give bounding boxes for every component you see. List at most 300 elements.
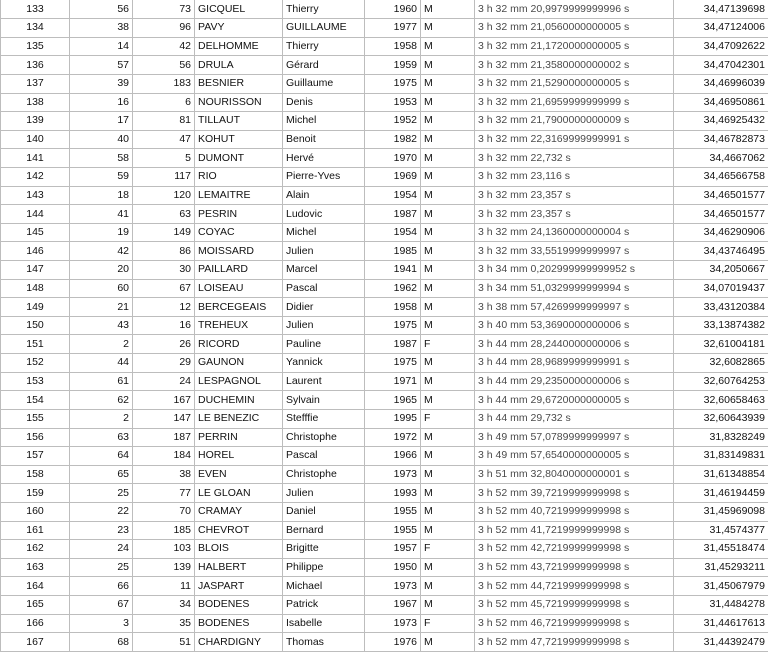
bib-cell[interactable]: 73 <box>133 0 195 19</box>
last-name-cell[interactable]: NOURISSON <box>195 93 283 112</box>
birth-year-cell[interactable]: 1970 <box>365 149 421 168</box>
category-rank-cell[interactable]: 58 <box>70 149 133 168</box>
bib-cell[interactable]: 5 <box>133 149 195 168</box>
category-rank-cell[interactable]: 20 <box>70 261 133 280</box>
birth-year-cell[interactable]: 1975 <box>365 316 421 335</box>
bib-cell[interactable]: 147 <box>133 409 195 428</box>
category-rank-cell[interactable]: 39 <box>70 74 133 93</box>
first-name-cell[interactable]: Michael <box>283 577 365 596</box>
first-name-cell[interactable]: Marcel <box>283 261 365 280</box>
place-cell[interactable]: 152 <box>1 354 70 373</box>
sex-cell[interactable]: M <box>421 577 475 596</box>
speed-cell[interactable]: 31,4484278 <box>674 596 768 615</box>
place-cell[interactable]: 156 <box>1 428 70 447</box>
time-cell[interactable]: 3 h 32 mm 24,1360000000004 s <box>475 223 674 242</box>
speed-cell[interactable]: 34,46925432 <box>674 112 768 131</box>
time-cell[interactable]: 3 h 32 mm 22,732 s <box>475 149 674 168</box>
first-name-cell[interactable]: Julien <box>283 316 365 335</box>
sex-cell[interactable]: M <box>421 391 475 410</box>
first-name-cell[interactable]: Julien <box>283 242 365 261</box>
sex-cell[interactable]: M <box>421 558 475 577</box>
first-name-cell[interactable]: Hervé <box>283 149 365 168</box>
birth-year-cell[interactable]: 1971 <box>365 372 421 391</box>
bib-cell[interactable]: 63 <box>133 205 195 224</box>
sex-cell[interactable]: M <box>421 223 475 242</box>
bib-cell[interactable]: 30 <box>133 261 195 280</box>
birth-year-cell[interactable]: 1973 <box>365 577 421 596</box>
category-rank-cell[interactable]: 68 <box>70 633 133 652</box>
time-cell[interactable]: 3 h 52 mm 43,7219999999998 s <box>475 558 674 577</box>
time-cell[interactable]: 3 h 52 mm 45,7219999999998 s <box>475 596 674 615</box>
time-cell[interactable]: 3 h 34 mm 0,202999999999952 s <box>475 261 674 280</box>
speed-cell[interactable]: 32,60643939 <box>674 409 768 428</box>
table-row[interactable] <box>1 465 768 484</box>
first-name-cell[interactable]: Michel <box>283 112 365 131</box>
time-cell[interactable]: 3 h 44 mm 29,732 s <box>475 409 674 428</box>
category-rank-cell[interactable]: 67 <box>70 596 133 615</box>
sex-cell[interactable]: M <box>421 502 475 521</box>
birth-year-cell[interactable]: 1969 <box>365 167 421 186</box>
first-name-cell[interactable]: Gérard <box>283 56 365 75</box>
place-cell[interactable]: 157 <box>1 447 70 466</box>
speed-cell[interactable]: 31,61348854 <box>674 465 768 484</box>
bib-cell[interactable]: 149 <box>133 223 195 242</box>
bib-cell[interactable]: 81 <box>133 112 195 131</box>
birth-year-cell[interactable]: 1982 <box>365 130 421 149</box>
birth-year-cell[interactable]: 1993 <box>365 484 421 503</box>
time-cell[interactable]: 3 h 44 mm 29,2350000000006 s <box>475 372 674 391</box>
sex-cell[interactable]: M <box>421 186 475 205</box>
last-name-cell[interactable]: LEMAITRE <box>195 186 283 205</box>
speed-cell[interactable]: 31,45067979 <box>674 577 768 596</box>
birth-year-cell[interactable]: 1972 <box>365 428 421 447</box>
table-row[interactable] <box>1 633 768 652</box>
table-row[interactable] <box>1 186 768 205</box>
sex-cell[interactable]: M <box>421 149 475 168</box>
last-name-cell[interactable]: TREHEUX <box>195 316 283 335</box>
bib-cell[interactable]: 70 <box>133 502 195 521</box>
bib-cell[interactable]: 139 <box>133 558 195 577</box>
category-rank-cell[interactable]: 17 <box>70 112 133 131</box>
birth-year-cell[interactable]: 1987 <box>365 335 421 354</box>
first-name-cell[interactable]: Daniel <box>283 502 365 521</box>
category-rank-cell[interactable]: 44 <box>70 354 133 373</box>
time-cell[interactable]: 3 h 32 mm 21,6959999999999 s <box>475 93 674 112</box>
sex-cell[interactable]: M <box>421 447 475 466</box>
first-name-cell[interactable]: Sylvain <box>283 391 365 410</box>
bib-cell[interactable]: 56 <box>133 56 195 75</box>
time-cell[interactable]: 3 h 52 mm 47,7219999999998 s <box>475 633 674 652</box>
birth-year-cell[interactable]: 1977 <box>365 19 421 38</box>
table-row[interactable] <box>1 409 768 428</box>
bib-cell[interactable]: 103 <box>133 540 195 559</box>
first-name-cell[interactable]: Brigitte <box>283 540 365 559</box>
place-cell[interactable]: 133 <box>1 0 70 19</box>
birth-year-cell[interactable]: 1962 <box>365 279 421 298</box>
birth-year-cell[interactable]: 1954 <box>365 186 421 205</box>
sex-cell[interactable]: M <box>421 93 475 112</box>
table-row[interactable] <box>1 149 768 168</box>
place-cell[interactable]: 150 <box>1 316 70 335</box>
birth-year-cell[interactable]: 1965 <box>365 391 421 410</box>
time-cell[interactable]: 3 h 52 mm 40,7219999999998 s <box>475 502 674 521</box>
speed-cell[interactable]: 34,47139698 <box>674 0 768 19</box>
sex-cell[interactable]: M <box>421 261 475 280</box>
speed-cell[interactable]: 34,46501577 <box>674 186 768 205</box>
first-name-cell[interactable]: Christophe <box>283 428 365 447</box>
speed-cell[interactable]: 31,45518474 <box>674 540 768 559</box>
place-cell[interactable]: 149 <box>1 298 70 317</box>
place-cell[interactable]: 159 <box>1 484 70 503</box>
sex-cell[interactable]: M <box>421 205 475 224</box>
category-rank-cell[interactable]: 19 <box>70 223 133 242</box>
last-name-cell[interactable]: BLOIS <box>195 540 283 559</box>
last-name-cell[interactable]: RIO <box>195 167 283 186</box>
sex-cell[interactable]: F <box>421 409 475 428</box>
birth-year-cell[interactable]: 1967 <box>365 596 421 615</box>
speed-cell[interactable]: 31,45969098 <box>674 502 768 521</box>
place-cell[interactable]: 153 <box>1 372 70 391</box>
category-rank-cell[interactable]: 40 <box>70 130 133 149</box>
first-name-cell[interactable]: Christophe <box>283 465 365 484</box>
time-cell[interactable]: 3 h 49 mm 57,0789999999997 s <box>475 428 674 447</box>
birth-year-cell[interactable]: 1953 <box>365 93 421 112</box>
speed-cell[interactable]: 34,46501577 <box>674 205 768 224</box>
place-cell[interactable]: 164 <box>1 577 70 596</box>
place-cell[interactable]: 162 <box>1 540 70 559</box>
sex-cell[interactable]: M <box>421 596 475 615</box>
last-name-cell[interactable]: BERCEGEAIS <box>195 298 283 317</box>
table-row[interactable] <box>1 372 768 391</box>
first-name-cell[interactable]: Patrick <box>283 596 365 615</box>
speed-cell[interactable]: 34,46950861 <box>674 93 768 112</box>
sex-cell[interactable]: M <box>421 316 475 335</box>
speed-cell[interactable]: 34,46290906 <box>674 223 768 242</box>
first-name-cell[interactable]: Guillaume <box>283 74 365 93</box>
birth-year-cell[interactable]: 1987 <box>365 205 421 224</box>
last-name-cell[interactable]: EVEN <box>195 465 283 484</box>
place-cell[interactable]: 154 <box>1 391 70 410</box>
place-cell[interactable]: 151 <box>1 335 70 354</box>
category-rank-cell[interactable]: 57 <box>70 56 133 75</box>
time-cell[interactable]: 3 h 32 mm 21,0560000000005 s <box>475 19 674 38</box>
table-row[interactable] <box>1 558 768 577</box>
table-row[interactable] <box>1 335 768 354</box>
last-name-cell[interactable]: CRAMAY <box>195 502 283 521</box>
time-cell[interactable]: 3 h 40 mm 53,3690000000006 s <box>475 316 674 335</box>
bib-cell[interactable]: 38 <box>133 465 195 484</box>
table-row[interactable] <box>1 316 768 335</box>
speed-cell[interactable]: 34,46782873 <box>674 130 768 149</box>
birth-year-cell[interactable]: 1941 <box>365 261 421 280</box>
speed-cell[interactable]: 34,43746495 <box>674 242 768 261</box>
table-row[interactable] <box>1 56 768 75</box>
place-cell[interactable]: 137 <box>1 74 70 93</box>
place-cell[interactable]: 165 <box>1 596 70 615</box>
last-name-cell[interactable]: RICORD <box>195 335 283 354</box>
place-cell[interactable]: 146 <box>1 242 70 261</box>
sex-cell[interactable]: M <box>421 354 475 373</box>
sex-cell[interactable]: M <box>421 633 475 652</box>
time-cell[interactable]: 3 h 38 mm 57,4269999999997 s <box>475 298 674 317</box>
first-name-cell[interactable]: Didier <box>283 298 365 317</box>
category-rank-cell[interactable]: 2 <box>70 335 133 354</box>
table-row[interactable] <box>1 112 768 131</box>
bib-cell[interactable]: 11 <box>133 577 195 596</box>
speed-cell[interactable]: 31,4574377 <box>674 521 768 540</box>
time-cell[interactable]: 3 h 32 mm 23,357 s <box>475 205 674 224</box>
time-cell[interactable]: 3 h 52 mm 46,7219999999998 s <box>475 614 674 633</box>
speed-cell[interactable]: 34,46996039 <box>674 74 768 93</box>
birth-year-cell[interactable]: 1958 <box>365 37 421 56</box>
last-name-cell[interactable]: PAVY <box>195 19 283 38</box>
category-rank-cell[interactable]: 63 <box>70 428 133 447</box>
sex-cell[interactable]: M <box>421 74 475 93</box>
category-rank-cell[interactable]: 64 <box>70 447 133 466</box>
first-name-cell[interactable]: Laurent <box>283 372 365 391</box>
bib-cell[interactable]: 6 <box>133 93 195 112</box>
last-name-cell[interactable]: DUMONT <box>195 149 283 168</box>
time-cell[interactable]: 3 h 44 mm 29,6720000000005 s <box>475 391 674 410</box>
time-cell[interactable]: 3 h 52 mm 44,7219999999998 s <box>475 577 674 596</box>
bib-cell[interactable]: 29 <box>133 354 195 373</box>
time-cell[interactable]: 3 h 32 mm 23,357 s <box>475 186 674 205</box>
time-cell[interactable]: 3 h 51 mm 32,8040000000001 s <box>475 465 674 484</box>
sex-cell[interactable]: F <box>421 335 475 354</box>
birth-year-cell[interactable]: 1975 <box>365 354 421 373</box>
time-cell[interactable]: 3 h 32 mm 21,3580000000002 s <box>475 56 674 75</box>
category-rank-cell[interactable]: 66 <box>70 577 133 596</box>
speed-cell[interactable]: 32,6082865 <box>674 354 768 373</box>
table-row[interactable] <box>1 447 768 466</box>
place-cell[interactable]: 155 <box>1 409 70 428</box>
table-row[interactable] <box>1 521 768 540</box>
table-row[interactable] <box>1 484 768 503</box>
first-name-cell[interactable]: Julien <box>283 484 365 503</box>
first-name-cell[interactable]: Michel <box>283 223 365 242</box>
sex-cell[interactable]: M <box>421 372 475 391</box>
last-name-cell[interactable]: DELHOMME <box>195 37 283 56</box>
speed-cell[interactable]: 32,61004181 <box>674 335 768 354</box>
last-name-cell[interactable]: HALBERT <box>195 558 283 577</box>
last-name-cell[interactable]: CHARDIGNY <box>195 633 283 652</box>
birth-year-cell[interactable]: 1955 <box>365 502 421 521</box>
first-name-cell[interactable]: Benoit <box>283 130 365 149</box>
place-cell[interactable]: 142 <box>1 167 70 186</box>
time-cell[interactable]: 3 h 32 mm 33,5519999999997 s <box>475 242 674 261</box>
first-name-cell[interactable]: Pauline <box>283 335 365 354</box>
time-cell[interactable]: 3 h 32 mm 22,3169999999991 s <box>475 130 674 149</box>
last-name-cell[interactable]: GAUNON <box>195 354 283 373</box>
last-name-cell[interactable]: DUCHEMIN <box>195 391 283 410</box>
category-rank-cell[interactable]: 60 <box>70 279 133 298</box>
speed-cell[interactable]: 31,44617613 <box>674 614 768 633</box>
birth-year-cell[interactable]: 1995 <box>365 409 421 428</box>
first-name-cell[interactable]: Thierry <box>283 0 365 19</box>
sex-cell[interactable]: M <box>421 130 475 149</box>
speed-cell[interactable]: 34,47124006 <box>674 19 768 38</box>
bib-cell[interactable]: 34 <box>133 596 195 615</box>
bib-cell[interactable]: 96 <box>133 19 195 38</box>
last-name-cell[interactable]: BESNIER <box>195 74 283 93</box>
bib-cell[interactable]: 12 <box>133 298 195 317</box>
category-rank-cell[interactable]: 3 <box>70 614 133 633</box>
bib-cell[interactable]: 77 <box>133 484 195 503</box>
category-rank-cell[interactable]: 25 <box>70 558 133 577</box>
birth-year-cell[interactable]: 1952 <box>365 112 421 131</box>
place-cell[interactable]: 141 <box>1 149 70 168</box>
speed-cell[interactable]: 31,45293211 <box>674 558 768 577</box>
birth-year-cell[interactable]: 1950 <box>365 558 421 577</box>
bib-cell[interactable]: 35 <box>133 614 195 633</box>
table-row[interactable] <box>1 0 768 19</box>
bib-cell[interactable]: 26 <box>133 335 195 354</box>
category-rank-cell[interactable]: 24 <box>70 540 133 559</box>
place-cell[interactable]: 135 <box>1 37 70 56</box>
last-name-cell[interactable]: PERRIN <box>195 428 283 447</box>
first-name-cell[interactable]: Thierry <box>283 37 365 56</box>
first-name-cell[interactable]: Denis <box>283 93 365 112</box>
table-row[interactable] <box>1 19 768 38</box>
bib-cell[interactable]: 167 <box>133 391 195 410</box>
place-cell[interactable]: 147 <box>1 261 70 280</box>
last-name-cell[interactable]: BODENES <box>195 614 283 633</box>
speed-cell[interactable]: 33,43120384 <box>674 298 768 317</box>
place-cell[interactable]: 160 <box>1 502 70 521</box>
sex-cell[interactable]: M <box>421 484 475 503</box>
first-name-cell[interactable]: Pierre-Yves <box>283 167 365 186</box>
sex-cell[interactable]: M <box>421 112 475 131</box>
last-name-cell[interactable]: HOREL <box>195 447 283 466</box>
time-cell[interactable]: 3 h 34 mm 51,0329999999994 s <box>475 279 674 298</box>
sex-cell[interactable]: M <box>421 521 475 540</box>
category-rank-cell[interactable]: 2 <box>70 409 133 428</box>
table-row[interactable] <box>1 261 768 280</box>
bib-cell[interactable]: 184 <box>133 447 195 466</box>
birth-year-cell[interactable]: 1959 <box>365 56 421 75</box>
last-name-cell[interactable]: JASPART <box>195 577 283 596</box>
place-cell[interactable]: 163 <box>1 558 70 577</box>
sex-cell[interactable]: F <box>421 614 475 633</box>
category-rank-cell[interactable]: 61 <box>70 372 133 391</box>
sex-cell[interactable]: M <box>421 298 475 317</box>
time-cell[interactable]: 3 h 52 mm 42,7219999999998 s <box>475 540 674 559</box>
table-row[interactable] <box>1 93 768 112</box>
category-rank-cell[interactable]: 23 <box>70 521 133 540</box>
table-row[interactable] <box>1 242 768 261</box>
speed-cell[interactable]: 34,4667062 <box>674 149 768 168</box>
bib-cell[interactable]: 47 <box>133 130 195 149</box>
time-cell[interactable]: 3 h 44 mm 28,2440000000006 s <box>475 335 674 354</box>
time-cell[interactable]: 3 h 44 mm 28,9689999999991 s <box>475 354 674 373</box>
first-name-cell[interactable]: Bernard <box>283 521 365 540</box>
place-cell[interactable]: 145 <box>1 223 70 242</box>
last-name-cell[interactable]: BODENES <box>195 596 283 615</box>
bib-cell[interactable]: 24 <box>133 372 195 391</box>
sex-cell[interactable]: M <box>421 56 475 75</box>
last-name-cell[interactable]: KOHUT <box>195 130 283 149</box>
birth-year-cell[interactable]: 1955 <box>365 521 421 540</box>
place-cell[interactable]: 140 <box>1 130 70 149</box>
place-cell[interactable]: 134 <box>1 19 70 38</box>
speed-cell[interactable]: 31,46194459 <box>674 484 768 503</box>
birth-year-cell[interactable]: 1973 <box>365 465 421 484</box>
birth-year-cell[interactable]: 1966 <box>365 447 421 466</box>
sex-cell[interactable]: M <box>421 0 475 19</box>
last-name-cell[interactable]: LOISEAU <box>195 279 283 298</box>
speed-cell[interactable]: 34,47042301 <box>674 56 768 75</box>
table-row[interactable] <box>1 614 768 633</box>
table-row[interactable] <box>1 130 768 149</box>
category-rank-cell[interactable]: 14 <box>70 37 133 56</box>
last-name-cell[interactable]: LE GLOAN <box>195 484 283 503</box>
last-name-cell[interactable]: CHEVROT <box>195 521 283 540</box>
first-name-cell[interactable]: Alain <box>283 186 365 205</box>
bib-cell[interactable]: 120 <box>133 186 195 205</box>
sex-cell[interactable]: F <box>421 540 475 559</box>
table-row[interactable] <box>1 540 768 559</box>
bib-cell[interactable]: 42 <box>133 37 195 56</box>
first-name-cell[interactable]: Stefffie <box>283 409 365 428</box>
birth-year-cell[interactable]: 1973 <box>365 614 421 633</box>
first-name-cell[interactable]: Thomas <box>283 633 365 652</box>
bib-cell[interactable]: 185 <box>133 521 195 540</box>
bib-cell[interactable]: 187 <box>133 428 195 447</box>
time-cell[interactable]: 3 h 32 mm 21,5290000000005 s <box>475 74 674 93</box>
table-row[interactable] <box>1 502 768 521</box>
speed-cell[interactable]: 32,60658463 <box>674 391 768 410</box>
birth-year-cell[interactable]: 1958 <box>365 298 421 317</box>
place-cell[interactable]: 144 <box>1 205 70 224</box>
speed-cell[interactable]: 34,07019437 <box>674 279 768 298</box>
place-cell[interactable]: 136 <box>1 56 70 75</box>
birth-year-cell[interactable]: 1954 <box>365 223 421 242</box>
birth-year-cell[interactable]: 1960 <box>365 0 421 19</box>
sex-cell[interactable]: M <box>421 279 475 298</box>
table-row[interactable] <box>1 167 768 186</box>
table-row[interactable] <box>1 205 768 224</box>
sex-cell[interactable]: M <box>421 19 475 38</box>
category-rank-cell[interactable]: 21 <box>70 298 133 317</box>
bib-cell[interactable]: 86 <box>133 242 195 261</box>
time-cell[interactable]: 3 h 49 mm 57,6540000000005 s <box>475 447 674 466</box>
speed-cell[interactable]: 34,47092622 <box>674 37 768 56</box>
time-cell[interactable]: 3 h 32 mm 20,9979999999996 s <box>475 0 674 19</box>
speed-cell[interactable]: 31,44392479 <box>674 633 768 652</box>
table-row[interactable] <box>1 577 768 596</box>
category-rank-cell[interactable]: 22 <box>70 502 133 521</box>
speed-cell[interactable]: 34,2050667 <box>674 261 768 280</box>
category-rank-cell[interactable]: 59 <box>70 167 133 186</box>
birth-year-cell[interactable]: 1976 <box>365 633 421 652</box>
first-name-cell[interactable]: Philippe <box>283 558 365 577</box>
table-row[interactable] <box>1 391 768 410</box>
last-name-cell[interactable]: GICQUEL <box>195 0 283 19</box>
bib-cell[interactable]: 67 <box>133 279 195 298</box>
birth-year-cell[interactable]: 1975 <box>365 74 421 93</box>
category-rank-cell[interactable]: 38 <box>70 19 133 38</box>
category-rank-cell[interactable]: 25 <box>70 484 133 503</box>
last-name-cell[interactable]: LESPAGNOL <box>195 372 283 391</box>
table-row[interactable] <box>1 298 768 317</box>
category-rank-cell[interactable]: 18 <box>70 186 133 205</box>
last-name-cell[interactable]: PESRIN <box>195 205 283 224</box>
first-name-cell[interactable]: Isabelle <box>283 614 365 633</box>
bib-cell[interactable]: 183 <box>133 74 195 93</box>
speed-cell[interactable]: 33,13874382 <box>674 316 768 335</box>
table-row[interactable] <box>1 37 768 56</box>
time-cell[interactable]: 3 h 32 mm 21,7900000000009 s <box>475 112 674 131</box>
